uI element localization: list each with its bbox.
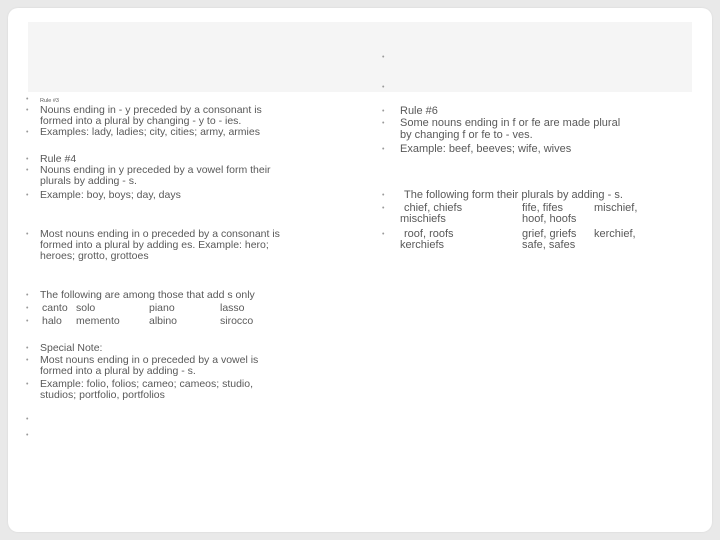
title-area	[28, 22, 692, 92]
slide: • • • Rule #3 • Nouns ending in - y preceded by a consonant is formed into a plural by changing - y to - ies. • Examples: lady, ladies; city, cities; army, armies • Rule #4 • Nouns ending in y preceded by a vowel form their plurals by adding - s. • Example: boy, boys; day, days • Most nouns ending in o preceded by a consonant is formed into a plural by adding es. Example: hero; heroes; grotto, grottoes • The following are among those that add s only • canto solo piano lasso • halo memento albino sirocco • Special Note: • Most nouns ending in o preceded by a vowel is formed into a plural by adding - s. • Example: folio, folios; cameo; cameos; studio, studios; portfolio, portfolios • • • Rule #6 • Some nouns ending in f or fe are made plural by changing f or fe to - ves. • Example: beef, beeves; wife, wives • The following form their plurals by adding - s. • chief, chiefs fife, fifes mischief, mischiefs hoof, hoofs • roof, roofs grief, griefs kerchief, kerchiefs safe, safes	[8, 8, 712, 532]
